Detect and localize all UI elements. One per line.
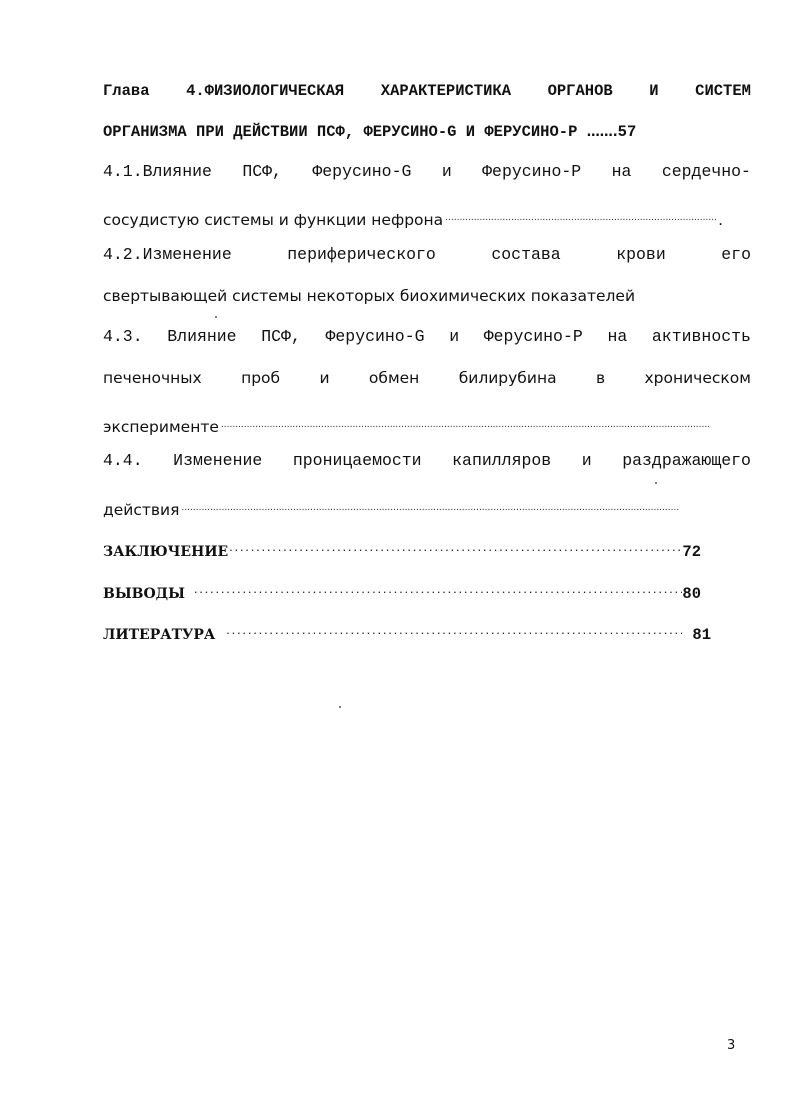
toc-leader-dots (445, 201, 716, 225)
toc-word: состава (491, 245, 561, 264)
scan-speck (215, 316, 217, 318)
toc-word: ПСФ, (242, 162, 282, 181)
toc-word: Ферусино-Р (482, 162, 582, 181)
toc-word: ПСФ, (261, 327, 301, 346)
toc-leader-dots (228, 532, 682, 556)
toc-word: 4.3. (103, 327, 143, 346)
toc-word: ХАРАКТЕРИСТИКА (380, 82, 512, 100)
toc-word: Глава (103, 82, 150, 100)
toc-s4-3-line1 (103, 325, 751, 349)
toc-s4-3-line3 (103, 408, 713, 436)
toc-conclusion (103, 532, 701, 561)
toc-leader-dots (221, 408, 711, 432)
toc-word: Ферусино-G (312, 162, 412, 181)
toc-word: сердечно- (661, 162, 751, 181)
toc-word: 4.ФИЗИОЛОГИЧЕСКАЯ (186, 82, 345, 100)
toc-word: Ферусино-G (325, 327, 425, 346)
page-number: 3 (727, 1038, 736, 1053)
toc-word: СИСТЕМ (695, 82, 751, 100)
toc-word: Ферусино-Р (483, 327, 583, 346)
scan-speck (655, 482, 657, 484)
toc-word: его (721, 245, 751, 264)
toc-line-end-dot: . (718, 211, 723, 229)
toc-findings (103, 574, 701, 603)
toc-word: активность (651, 327, 751, 346)
toc-chapter4-title: ОРГАНИЗМА ПРИ ДЕЙСТВИИ ПСФ, ФЕРУСИНО-G И ФЕРУСИНО-Р (103, 123, 578, 141)
toc-s4-4-line2 (103, 491, 681, 519)
toc-word: 4.1.Влияние (103, 162, 212, 181)
toc-s4-1-title-end: сосудистую системы и функции нефрона (103, 211, 444, 229)
toc-page-number: 72 (682, 543, 701, 561)
toc-word: и (441, 162, 452, 181)
toc-word: на (607, 327, 628, 346)
toc-word: и (581, 451, 592, 470)
toc-chapter4-line2 (103, 120, 751, 144)
toc-s4-1-line1 (103, 160, 751, 184)
toc-s4-4-title-end: действия (103, 501, 180, 519)
toc-word: проницаемости (292, 451, 422, 470)
toc-s4-2-title-end: свертывающей системы некоторых биохимических показателей (103, 287, 636, 305)
toc-word: крови (616, 245, 666, 264)
toc-chapter4-line1 (103, 79, 751, 103)
toc-word: билирубина (458, 369, 557, 387)
toc-s4-1-line2 (103, 201, 723, 229)
toc-page-number: 80 (682, 585, 701, 603)
toc-word: И (649, 82, 659, 100)
toc-word: раздражающего (622, 451, 751, 470)
toc-word: 4.2.Изменение (103, 245, 232, 264)
toc-leader-dots (181, 491, 679, 515)
toc-word: на (611, 162, 632, 181)
toc-word: в (595, 369, 606, 387)
toc-s4-4-line1 (103, 449, 751, 473)
toc-findings-label: ВЫВОДЫ (103, 586, 185, 602)
toc-word: печеночных (103, 369, 202, 387)
toc-word: обмен (368, 369, 420, 387)
toc-word: и (319, 369, 330, 387)
toc-page-number: 57 (617, 123, 637, 141)
toc-word: 4.4. (103, 451, 143, 470)
toc-word: и (449, 327, 460, 346)
toc-word: проб (241, 369, 281, 387)
toc-s4-2-line2 (103, 284, 751, 308)
toc-word: периферического (287, 245, 436, 264)
toc-literature (103, 615, 711, 644)
toc-conclusion-label: ЗАКЛЮЧЕНИЕ (103, 544, 229, 560)
toc-word: ОРГАНОВ (547, 82, 613, 100)
toc-leader-dots (225, 615, 682, 639)
toc-leader-dots (193, 574, 682, 598)
scan-speck (339, 706, 341, 708)
toc-word: капилляров (452, 451, 552, 470)
toc-page-number: 81 (692, 626, 711, 644)
toc-word: хроническом (644, 369, 751, 387)
toc-word: Влияние (167, 327, 237, 346)
toc-word: Изменение (173, 451, 263, 470)
toc-s4-3-line2 (103, 366, 751, 390)
toc-s4-3-title-end: эксперименте (103, 418, 219, 436)
toc-leader-dots: ……. (586, 125, 618, 140)
toc-literature-label: ЛИТЕРАТУРА (103, 627, 216, 643)
toc-s4-2-line1 (103, 243, 751, 267)
